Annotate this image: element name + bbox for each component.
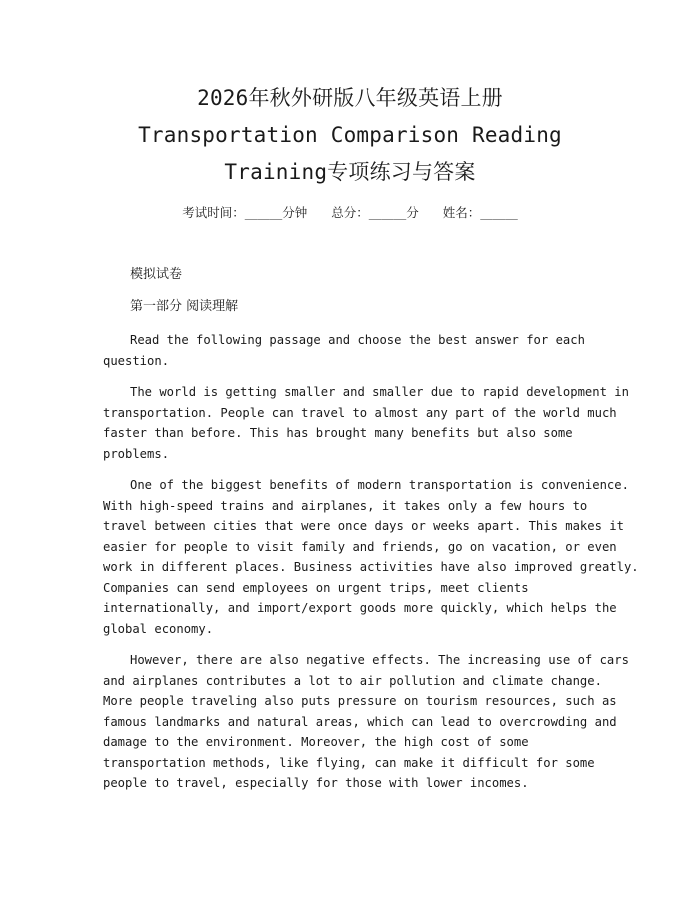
text-line: However, there are also negative effects. The increasing use of cars <box>130 653 629 667</box>
exam-time-field: 考试时间：______分钟 <box>182 205 308 220</box>
paper-type-label: 模拟试卷 <box>130 267 183 282</box>
total-score-field: 总分：______分 <box>331 205 419 220</box>
text-line: More people traveling also puts pressure on tourism resources, such as <box>103 694 617 708</box>
text-line: global economy. <box>103 621 214 636</box>
text-line: easier for people to visit family and friends, go on vacation, or even <box>103 539 617 554</box>
text-line: travel between cities that were once days or weeks apart. This makes it <box>103 519 624 533</box>
text-line: people to travel, especially for those with lower incomes. <box>103 776 529 790</box>
title-line-1: 2026年秋外研版八年级英语上册 <box>197 86 503 110</box>
text-line: With high-speed trains and airplanes, it takes only a few hours to <box>103 498 588 513</box>
passage-paragraph-2 <box>103 475 639 639</box>
passage-paragraph-3 <box>103 650 629 794</box>
passage-paragraph-1 <box>103 382 629 464</box>
text-line: question. <box>103 353 170 368</box>
title-line-2: Transportation Comparison Reading <box>138 123 562 147</box>
text-line: and airplanes contributes a lot to air pollution and climate change. <box>103 673 602 688</box>
student-name-field: 姓名：______ <box>442 205 518 220</box>
section-heading: 第一部分 阅读理解 <box>130 299 239 314</box>
text-line: transportation methods, like flying, can make it difficult for some <box>103 755 595 770</box>
text-line: problems. <box>103 446 170 461</box>
text-line: famous landmarks and natural areas, which can lead to overcrowding and <box>103 714 617 729</box>
text-line: work in different places. Business activities have also improved greatly. <box>103 560 639 574</box>
text-line: The world is getting smaller and smaller due to rapid development in <box>130 385 629 399</box>
document-title <box>60 80 640 191</box>
exam-meta-row <box>100 203 600 223</box>
text-line: Companies can send employees on urgent trips, meet clients <box>103 580 529 595</box>
text-line: damage to the environment. Moreover, the high cost of some <box>103 735 529 749</box>
instruction-paragraph <box>103 330 608 371</box>
text-line: internationally, and import/export goods more quickly, which helps the <box>103 601 617 615</box>
text-line: One of the biggest benefits of modern transportation is convenience. <box>130 478 629 492</box>
title-line-3: Training专项练习与答案 <box>224 160 476 184</box>
text-line: transportation. People can travel to almost any part of the world much <box>103 405 617 420</box>
text-line: faster than before. This has brought many benefits but also some <box>103 426 573 440</box>
text-line: Read the following passage and choose the best answer for each <box>130 333 585 347</box>
